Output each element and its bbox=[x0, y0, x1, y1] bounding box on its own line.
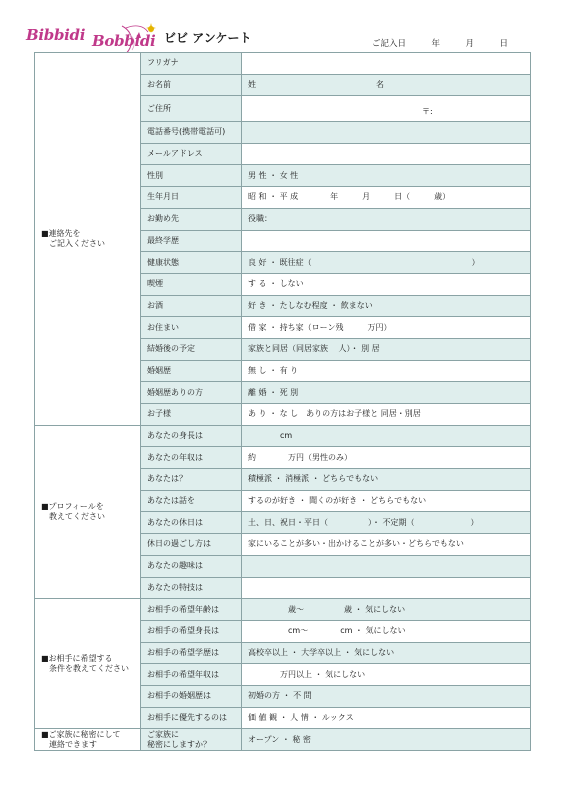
field-value[interactable] bbox=[242, 187, 531, 209]
survey-form-table bbox=[34, 52, 531, 751]
field-label-text: 健康状態 bbox=[147, 257, 179, 267]
field-value-text: 価 値 観 ・ 人 情 ・ ルックス bbox=[248, 712, 354, 722]
section-heading-family bbox=[35, 729, 141, 751]
field-value[interactable] bbox=[242, 96, 531, 122]
field-label-text: お名前 bbox=[147, 80, 171, 90]
field-label-text: 結婚後の予定 bbox=[147, 344, 195, 354]
field-value[interactable] bbox=[242, 360, 531, 382]
field-label-text: お子様 bbox=[147, 409, 171, 419]
field-value[interactable] bbox=[242, 208, 531, 230]
section-heading-text: ■連絡先を ご記入ください bbox=[41, 228, 105, 248]
field-label-text: あなたの年収は bbox=[147, 452, 203, 462]
field-label bbox=[141, 555, 242, 577]
field-label bbox=[141, 317, 242, 339]
field-label-text: 性別 bbox=[147, 170, 163, 180]
field-label-text: あなたの特技は bbox=[147, 582, 203, 592]
field-label bbox=[141, 425, 242, 447]
field-label-text: お相手の希望学歴は bbox=[147, 647, 219, 657]
field-label bbox=[141, 252, 242, 274]
field-value[interactable] bbox=[242, 685, 531, 707]
field-value[interactable] bbox=[242, 707, 531, 729]
field-value[interactable] bbox=[242, 512, 531, 534]
field-value-text: オープン ・ 秘 密 bbox=[248, 734, 311, 744]
field-label bbox=[141, 338, 242, 360]
form-row bbox=[35, 599, 531, 621]
field-label-text: お酒 bbox=[147, 300, 163, 310]
field-value-text: 万円以上 ・ 気にしない bbox=[248, 669, 366, 679]
field-label-text: メールアドレス bbox=[147, 149, 203, 159]
field-value[interactable] bbox=[242, 555, 531, 577]
field-value[interactable] bbox=[242, 599, 531, 621]
field-value-text: 無 し ・ 有 り bbox=[248, 365, 299, 375]
logo-text-bibbidi: Bibbidi bbox=[26, 26, 86, 44]
field-value[interactable] bbox=[242, 469, 531, 491]
field-value[interactable] bbox=[242, 252, 531, 274]
field-value-text: 高校卒以上 ・ 大学卒以上 ・ 気にしない bbox=[248, 647, 395, 657]
field-value-text: 良 好 ・ 既往症（ ） bbox=[248, 257, 480, 267]
section-heading-text: ■プロフィールを 教えてください bbox=[41, 501, 105, 521]
field-value[interactable] bbox=[242, 447, 531, 469]
field-label-text: お相手の婚姻歴は bbox=[147, 691, 211, 701]
field-label bbox=[141, 404, 242, 426]
field-value[interactable] bbox=[242, 642, 531, 664]
field-label bbox=[141, 360, 242, 382]
field-value[interactable] bbox=[242, 338, 531, 360]
field-label-text: お相手の希望年齢は bbox=[147, 604, 219, 614]
field-label-text: 最終学歴 bbox=[147, 235, 179, 245]
field-value-text: 役職： bbox=[248, 214, 272, 224]
field-label bbox=[141, 208, 242, 230]
field-value[interactable] bbox=[242, 404, 531, 426]
field-value[interactable] bbox=[242, 273, 531, 295]
field-value-text: 土、日、祝日・平日（ ）・ 不定期（ ） bbox=[248, 517, 479, 527]
field-value[interactable] bbox=[242, 425, 531, 447]
field-value[interactable] bbox=[242, 534, 531, 556]
field-label-text: 電話番号(携帯電話可) bbox=[147, 127, 226, 137]
field-label-text: 生年月日 bbox=[147, 192, 179, 202]
field-label bbox=[141, 230, 242, 252]
field-value[interactable] bbox=[242, 53, 531, 75]
section-heading-text: ■お相手に希望する 条件を教えてください bbox=[41, 653, 129, 673]
field-value-text: 〒: bbox=[422, 107, 433, 117]
field-label bbox=[141, 122, 242, 144]
field-label bbox=[141, 707, 242, 729]
field-value[interactable] bbox=[242, 577, 531, 599]
field-label-text: 婚姻歴 bbox=[147, 365, 171, 375]
field-label bbox=[141, 273, 242, 295]
section-heading-partner bbox=[35, 599, 141, 729]
field-label bbox=[141, 295, 242, 317]
field-label bbox=[141, 469, 242, 491]
field-value-text: 約 万円（男性のみ） bbox=[248, 452, 352, 462]
field-value[interactable] bbox=[242, 729, 531, 751]
section-heading-text: ■ご家族に秘密にして 連絡できます bbox=[41, 729, 121, 749]
field-label bbox=[141, 143, 242, 165]
field-label-text: お相手の希望身長は bbox=[147, 626, 219, 636]
entry-date-line: ご記入日 年 月 日 bbox=[372, 39, 509, 49]
field-value-text: す る ・ しない bbox=[248, 279, 304, 289]
field-value-text: 歳〜 歳 ・ 気にしない bbox=[248, 604, 406, 614]
field-label bbox=[141, 512, 242, 534]
field-label-text: 婚姻歴ありの方 bbox=[147, 387, 203, 397]
field-value-text: 家族と同居（同居家族 人）・ 別 居 bbox=[248, 344, 380, 354]
field-label-text: お住まい bbox=[147, 322, 179, 332]
field-label-text: ご住所 bbox=[147, 103, 171, 113]
form-row bbox=[35, 425, 531, 447]
field-value-text: 好 き ・ たしなむ程度 ・ 飲まない bbox=[248, 300, 373, 310]
field-value-text: cm bbox=[248, 431, 293, 441]
logo-text-bobbidi: Bobbidi bbox=[92, 32, 156, 50]
field-label bbox=[141, 187, 242, 209]
field-label-text: お勤め先 bbox=[147, 214, 179, 224]
field-value[interactable] bbox=[242, 230, 531, 252]
field-value-text: 家にいることが多い・出かけることが多い・どちらでもない bbox=[248, 539, 464, 549]
field-label bbox=[141, 599, 242, 621]
field-value-text: 借 家 ・ 持ち家（ローン残 万円） bbox=[248, 322, 392, 332]
field-value[interactable] bbox=[242, 490, 531, 512]
field-label-text: あなたは？ bbox=[147, 474, 187, 484]
field-value[interactable] bbox=[242, 382, 531, 404]
field-label-text: あなたは話を bbox=[147, 496, 195, 506]
form-row bbox=[35, 729, 531, 751]
field-label bbox=[141, 620, 242, 642]
field-value-text: 男 性 ・ 女 性 bbox=[248, 170, 299, 180]
field-label bbox=[141, 382, 242, 404]
field-label bbox=[141, 642, 242, 664]
field-label-text: 休日の過ごし方は bbox=[147, 539, 211, 549]
field-label-text: あなたの休日は bbox=[147, 517, 203, 527]
form-row bbox=[35, 53, 531, 75]
field-value[interactable] bbox=[242, 143, 531, 165]
field-label bbox=[141, 96, 242, 122]
field-label-text: お相手に優先するのは bbox=[147, 712, 227, 722]
field-label bbox=[141, 664, 242, 686]
field-label-text: フリガナ bbox=[147, 58, 179, 68]
field-label bbox=[141, 729, 242, 751]
field-value-text: cm〜 cm ・ 気にしない bbox=[248, 626, 406, 636]
field-label bbox=[141, 53, 242, 75]
field-label-text: あなたの趣味は bbox=[147, 561, 203, 571]
field-value-text: 積極派 ・ 消極派 ・ どちらでもない bbox=[248, 474, 379, 484]
field-value[interactable] bbox=[242, 74, 531, 96]
section-heading-profile bbox=[35, 425, 141, 599]
field-label bbox=[141, 685, 242, 707]
field-label bbox=[141, 447, 242, 469]
field-label bbox=[141, 74, 242, 96]
field-value[interactable] bbox=[242, 317, 531, 339]
field-label-text: あなたの身長は bbox=[147, 431, 203, 441]
field-label-text: お相手の希望年収は bbox=[147, 669, 219, 679]
field-value[interactable] bbox=[242, 122, 531, 144]
field-value[interactable] bbox=[242, 165, 531, 187]
field-value[interactable] bbox=[242, 620, 531, 642]
field-label bbox=[141, 577, 242, 599]
field-value-text: 昭 和 ・ 平 成 年 月 日（ 歳） bbox=[248, 192, 451, 202]
field-label bbox=[141, 165, 242, 187]
section-heading-contact bbox=[35, 53, 141, 426]
field-value-text: 初婚の方 ・ 不 問 bbox=[248, 691, 312, 701]
field-value[interactable] bbox=[242, 664, 531, 686]
field-label-text: 喫煙 bbox=[147, 279, 163, 289]
field-value-text: するのが好き ・ 聞くのが好き ・ どちらでもない bbox=[248, 496, 427, 506]
document-title: ビビ アンケート bbox=[164, 31, 252, 45]
field-value-text: 姓 名 bbox=[248, 80, 384, 90]
field-label bbox=[141, 534, 242, 556]
field-label-text: ご家族に 秘密にしますか？ bbox=[147, 729, 211, 749]
field-label bbox=[141, 490, 242, 512]
field-value-text: あ り ・ な し ありの方はお子様と 同居・別居 bbox=[248, 409, 421, 419]
field-value[interactable] bbox=[242, 295, 531, 317]
field-value-text: 離 婚 ・ 死 別 bbox=[248, 387, 299, 397]
